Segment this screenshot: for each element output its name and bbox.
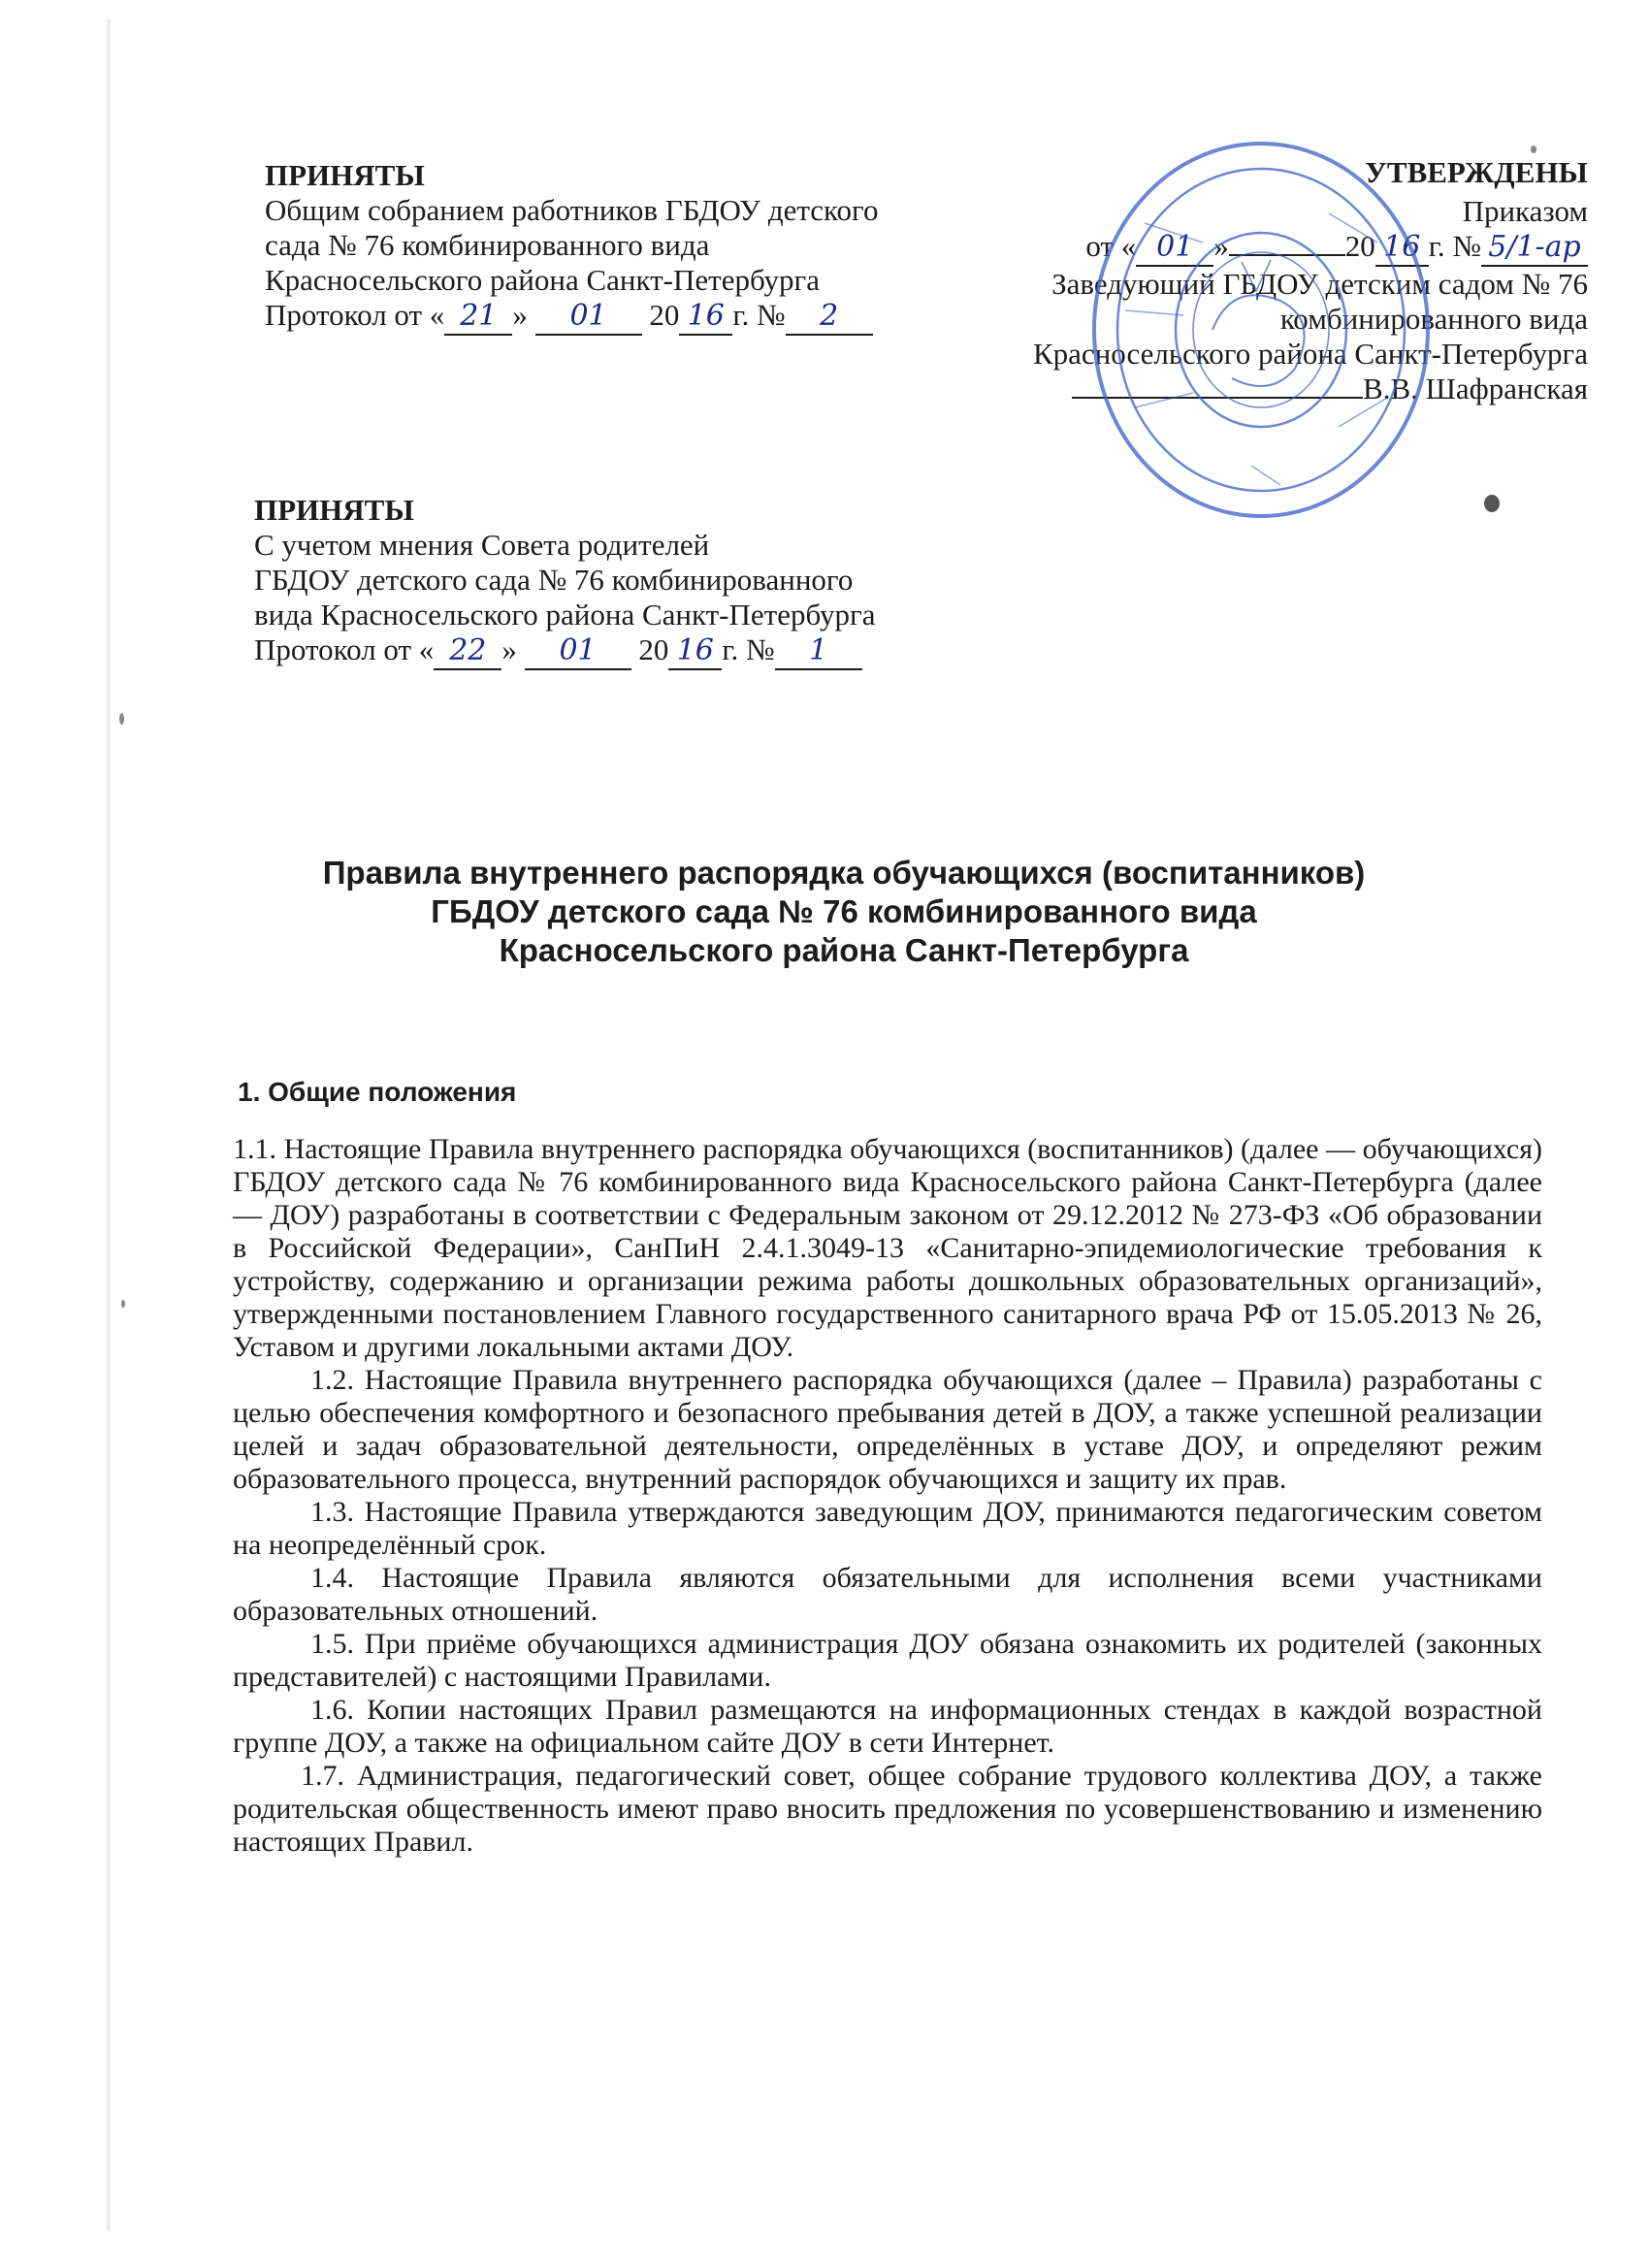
document-title [242,854,1445,970]
paragraph-1-6: 1.6. Копии настоящих Правил размещаются на информационных стендах в каждой возрастной группе ДОУ, а также на официальном сайте ДОУ в сети Интернет. [233,1694,1542,1759]
handwritten-month: 01 [559,633,597,667]
handwritten-year: 16 [687,299,725,333]
accepted-block-parents-council [254,493,953,670]
handwritten-number: 5/1-ар [1488,230,1581,264]
scan-speck [119,713,124,725]
document-body [233,1133,1542,1859]
paragraph-1-2: 1.2. Настоящие Правила внутреннего распорядка обучающихся (далее – Правила) разработаны с целью обеспечения комфортного и безопасного пребывания детей в ДОУ, а также успешной реализации целей и задач образовательной деятельности, определённых в уставе ДОУ, и определяют режим образовательного процесса, внутренний распорядок обучающихся и защиту их прав. [233,1364,1542,1495]
signature-name: В.В. Шафранская [1363,372,1588,405]
protocol-year-field [679,298,732,336]
title-line: ГБДОУ детского сада № 76 комбинированного вида [431,893,1257,929]
order-label: Приказом [1462,194,1588,228]
protocol-month-field [535,298,642,336]
scan-edge-shadow [107,19,111,2231]
order-year-prefix: 20 [1344,229,1375,263]
protocol-line [254,632,953,670]
order-date-mid: » [1213,229,1229,263]
handwritten-day: 21 [460,299,498,333]
accepted-line: сада № 76 комбинированного вида [265,228,710,262]
handwritten-month: 01 [569,299,607,333]
protocol-year-prefix: 20 [630,632,669,666]
accepted-line: ГБДОУ детского сада № 76 комбинированного [254,563,854,597]
approver-line: комбинированного вида [1279,302,1588,336]
paragraph-1-5: 1.5. При приёме обучающихся администрация ДОУ обязана ознакомить их родителей (законных представителей) с настоящими Правилами. [233,1628,1542,1693]
accepted-heading: ПРИНЯТЫ [254,493,414,527]
approver-line: Красносельского района Санкт-Петербурга [1032,337,1588,371]
order-date-prefix: от « [1085,229,1137,263]
paragraph-1-1: 1.1. Настоящие Правила внутреннего распорядка обучающихся (воспитанников) (далее — обучающихся) ГБДОУ детского сада № 76 комбинированного вида Красносельского района Санкт-Петербурга (далее — ДОУ) разработаны в соответствии с Федеральным законом от 29.12.2012 № 273-ФЗ «Об образовании в Российской Федерации», СанПиН 2.4.1.3049-13 «Санитарно-эпидемиологические требования к устройству, содержанию и организации режима работы дошкольных образовательных организаций», утвержденными постановлением Главного государственного санитарного врача РФ от 15.05.2013 № 26, Уставом и другими локальными актами ДОУ. [233,1133,1542,1363]
scan-speck [1484,495,1500,512]
protocol-num-prefix: г. № [722,632,775,666]
protocol-num-prefix: г. № [732,298,786,332]
handwritten-day: 01 [1156,230,1194,264]
protocol-day-field [434,632,501,670]
title-line: Красносельского района Санкт-Петербурга [499,932,1189,968]
scan-speck [121,1300,125,1308]
protocol-day-field [444,298,512,336]
accepted-line: вида Красносельского района Санкт-Петербурга [254,598,876,632]
approver-line: Заведующий ГБДОУ детским садом № 76 [1051,267,1588,301]
order-num-field [1481,229,1588,267]
accepted-heading: ПРИНЯТЫ [265,158,425,192]
order-num-prefix: г. № [1428,229,1481,263]
protocol-prefix: Протокол от « [254,632,435,666]
accepted-line: Красносельского района Санкт-Петербурга [265,263,821,297]
handwritten-number: 2 [820,299,839,333]
protocol-num-field [775,632,862,670]
scan-speck [1531,146,1536,153]
accepted-block-staff-meeting [265,158,963,336]
protocol-mid: » [501,632,525,666]
title-line: Правила внутреннего распорядка обучающихся (воспитанников) [322,855,1366,891]
protocol-year-field [668,632,722,670]
paragraph-1-3: 1.3. Настоящие Правила утверждаются заведующим ДОУ, принимаются педагогическим советом на неопределённый срок. [233,1496,1542,1561]
protocol-mid: » [512,298,535,332]
approved-heading: УТВЕРЖДЕНЫ [1365,155,1588,189]
paragraph-1-7: 1.7. Администрация, педагогический совет, общее собрание трудового коллектива ДОУ, а также родительская общественность имеют право вносить предложения по усовершенствованию и изменению настоящих Правил. [233,1760,1542,1858]
protocol-month-field [525,632,631,670]
handwritten-day: 22 [449,633,487,667]
accepted-line: Общим собранием работников ГБДОУ детского [265,193,879,227]
official-seal-stamp [1086,136,1436,524]
section-heading: 1. Общие положения [238,1077,517,1107]
protocol-num-field [786,298,873,336]
protocol-prefix: Протокол от « [265,298,445,332]
handwritten-year: 16 [676,633,714,667]
handwritten-year: 16 [1383,230,1421,264]
handwritten-number: 1 [809,633,828,667]
paragraph-1-4: 1.4. Настоящие Правила являются обязательными для исполнения всеми участниками образовательных отношений. [233,1562,1542,1627]
protocol-year-prefix: 20 [641,298,680,332]
protocol-line [265,298,963,336]
accepted-line: С учетом мнения Совета родителей [254,528,710,562]
